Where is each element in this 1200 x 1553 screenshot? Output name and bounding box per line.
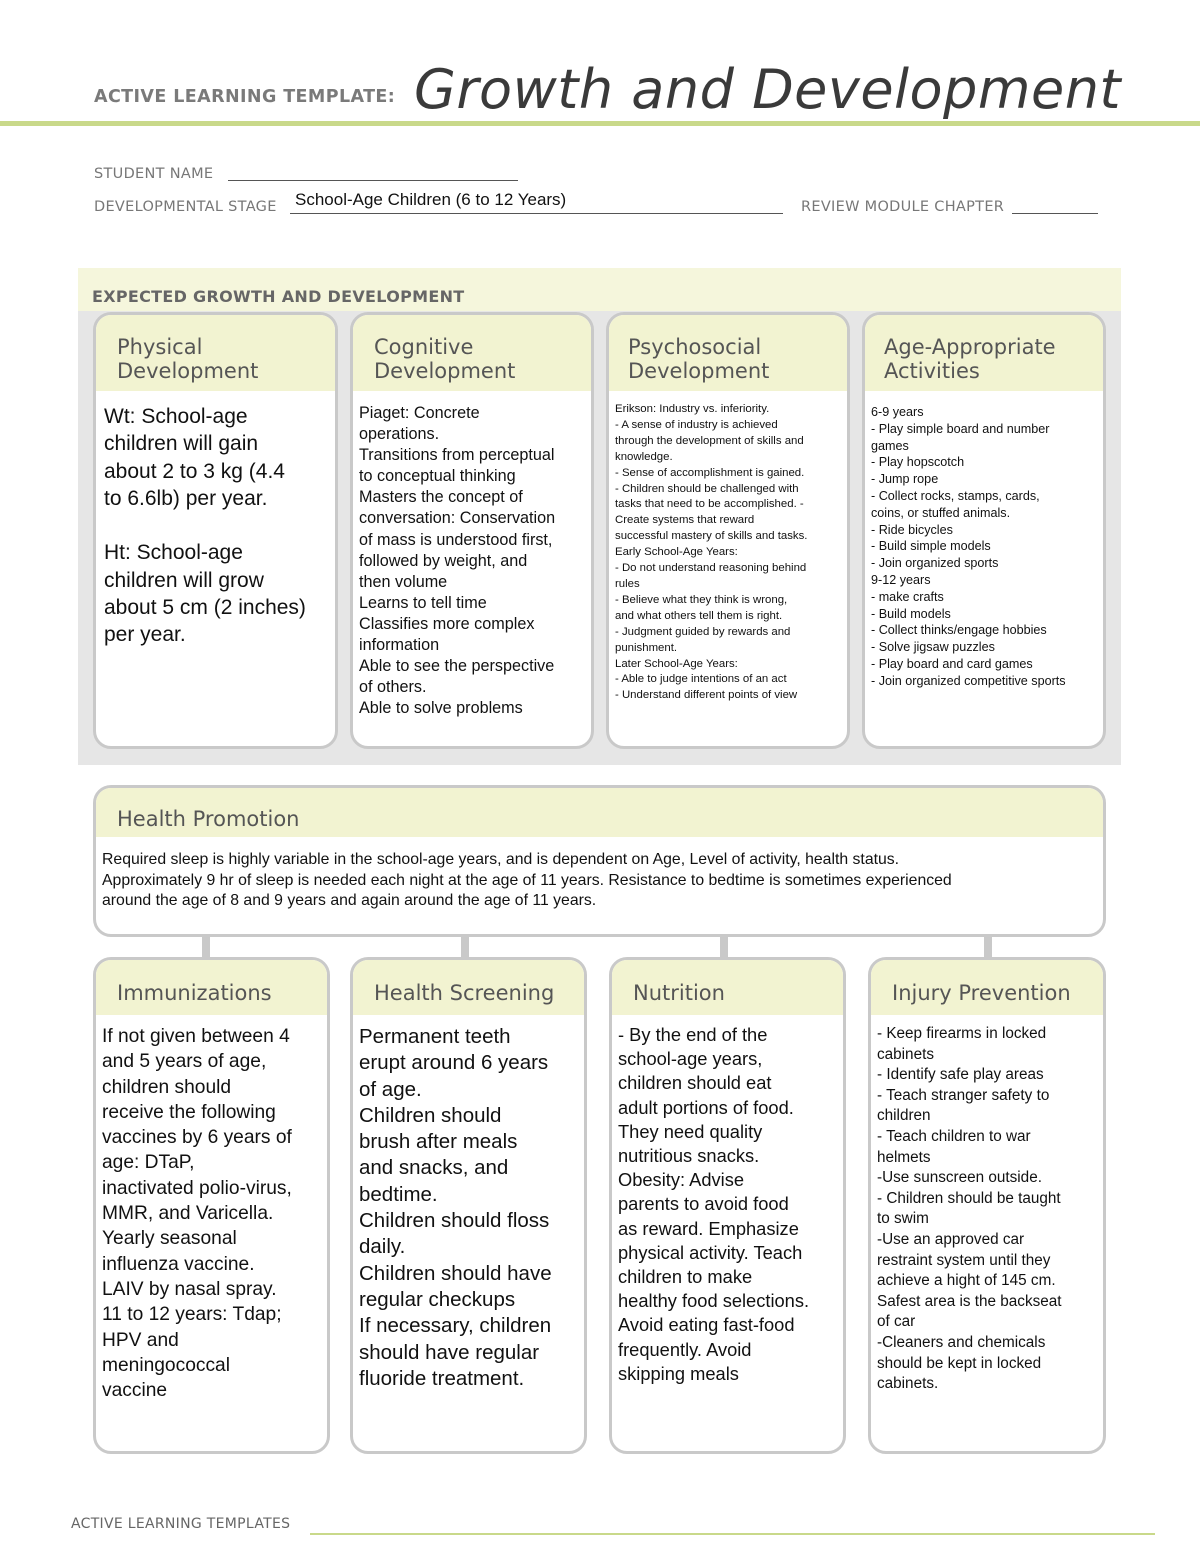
student-name-field[interactable]	[228, 180, 518, 181]
nutrition-title: Nutrition	[633, 981, 725, 1005]
physical-development-title	[117, 335, 258, 383]
cognitive-development-text: Piaget: Concrete operations. Transitions from perceptual to conceptual thinking Masters the concept of conversation: Conservation of mass is understood first, followed by weight, and then volume Learns to tell time Classifies more complex information Able to see the perspective of others. Able to solve problems	[359, 404, 556, 718]
developmental-stage-field[interactable]	[290, 213, 783, 214]
physical-development-text: Wt: School-age children will gain about 2 to 3 kg (4.4 to 6.6lb) per year. Ht: School-age children will grow about 5 cm (2 inches) per year.	[104, 405, 306, 647]
health-promotion-text: Required sleep is highly variable in the school-age years, and is dependent on Age, Level of activity, health status. Approximately 9 hr of sleep is needed each night at the age of 11 years. Resistance to bedtime is sometimes experienced around the age of 8 and 9 years and again around the age of 11 years.	[102, 851, 952, 909]
footer-label: ACTIVE LEARNING TEMPLATES	[71, 1516, 291, 1532]
health-promotion-title: Health Promotion	[117, 807, 300, 831]
health-screening-text: Permanent teeth erupt around 6 years of age. Children should brush after meals and snacks, and bedtime. Children should floss daily. Children should have regular checkups If necessary, children should have regular fluoride treatment.	[359, 1025, 552, 1390]
psychosocial-title-line2: Development	[628, 359, 770, 383]
activities-card	[862, 312, 1106, 749]
developmental-stage-value: School-Age Children (6 to 12 Years)	[295, 190, 567, 209]
psychosocial-development-title	[628, 335, 769, 383]
developmental-stage-label: DEVELOPMENTAL STAGE	[94, 199, 277, 215]
psychosocial-title-line1: Psychosocial	[628, 335, 762, 359]
immunizations-title: Immunizations	[117, 981, 272, 1005]
activities-title-line1: Age-Appropriate	[884, 335, 1056, 359]
health-screening-title: Health Screening	[374, 981, 555, 1005]
template-label: ACTIVE LEARNING TEMPLATE:	[94, 87, 396, 107]
cognitive-title-line1: Cognitive	[374, 335, 474, 359]
psychosocial-development-card	[606, 312, 850, 749]
physical-title-line2: Development	[117, 359, 259, 383]
immunizations-card	[93, 957, 330, 1454]
immunizations-text: If not given between 4 and 5 years of age, children should receive the following vaccines by 6 years of age: DTaP, inactivated polio-virus, MMR, and Varicella. Yearly seasonal influenza vaccine. LAIV by nasal spray. 11 to 12 years: Tdap; HPV and meningococcal vaccine	[102, 1026, 292, 1402]
health-promotion-card	[93, 785, 1106, 937]
review-module-label: REVIEW MODULE CHAPTER	[801, 199, 1005, 215]
cognitive-development-card	[350, 312, 594, 749]
physical-development-card	[93, 312, 338, 749]
injury-prevention-card	[868, 957, 1106, 1454]
cognitive-development-title	[374, 335, 515, 383]
physical-title-line1: Physical	[117, 335, 203, 359]
nutrition-text: - By the end of the school-age years, children should eat adult portions of food. They need quality nutritious snacks. Obesity: Advise parents to avoid food as reward. Emphasize physical activity. Teach children to make healthy food selections. Avoid eating fast-food frequently. Avoid skipping meals	[618, 1024, 810, 1384]
nutrition-card	[609, 957, 846, 1454]
activities-title-line2: Activities	[884, 359, 980, 383]
student-name-label: STUDENT NAME	[94, 166, 214, 182]
injury-prevention-text: - Keep firearms in locked cabinets - Identify safe play areas - Teach stranger safety to children - Teach children to war helmets -Use sunscreen outside. - Children should be taught to swim -Use an approved car restraint system until they achieve a hight of 145 cm. Safest area is the backseat of car -Cleaners and chemicals should be kept in locked cabinets.	[877, 1025, 1062, 1393]
expected-growth-title: EXPECTED GROWTH AND DEVELOPMENT	[92, 287, 465, 306]
activities-text: 6-9 years - Play simple board and number games - Play hopscotch - Jump rope - Collect rocks, stamps, cards, coins, or stuffed animals. - Ride bicycles - Build simple models - Join organized sports 9-12 years - make crafts - Build models - Collect thinks/engage hobbies - Solve jigsaw puzzles - Play board and card games - Join organized competitive sports	[871, 405, 1066, 688]
health-screening-card	[350, 957, 587, 1454]
header-divider	[0, 121, 1200, 126]
activities-title	[884, 335, 1056, 383]
page-title: Growth and Development	[414, 58, 1122, 121]
review-module-field[interactable]	[1012, 213, 1098, 214]
injury-prevention-title: Injury Prevention	[892, 981, 1071, 1005]
cognitive-title-line2: Development	[374, 359, 516, 383]
psychosocial-development-text: Erikson: Industry vs. inferiority. - A sense of industry is achieved through the development of skills and knowledge. - Sense of accomplishment is gained. - Children should be challenged with tasks that need to be accomplished. - Create systems that reward successful mastery of skills and tasks. Early School-Age Years: - Do not understand reasoning behind rules - Believe what they think is wrong, and what others tell them is right. - Judgment guided by rewards and punishment. Later School-Age Years: - Able to judge intentions of an act - Understand different points of view	[615, 403, 808, 702]
footer-divider	[310, 1533, 1155, 1535]
